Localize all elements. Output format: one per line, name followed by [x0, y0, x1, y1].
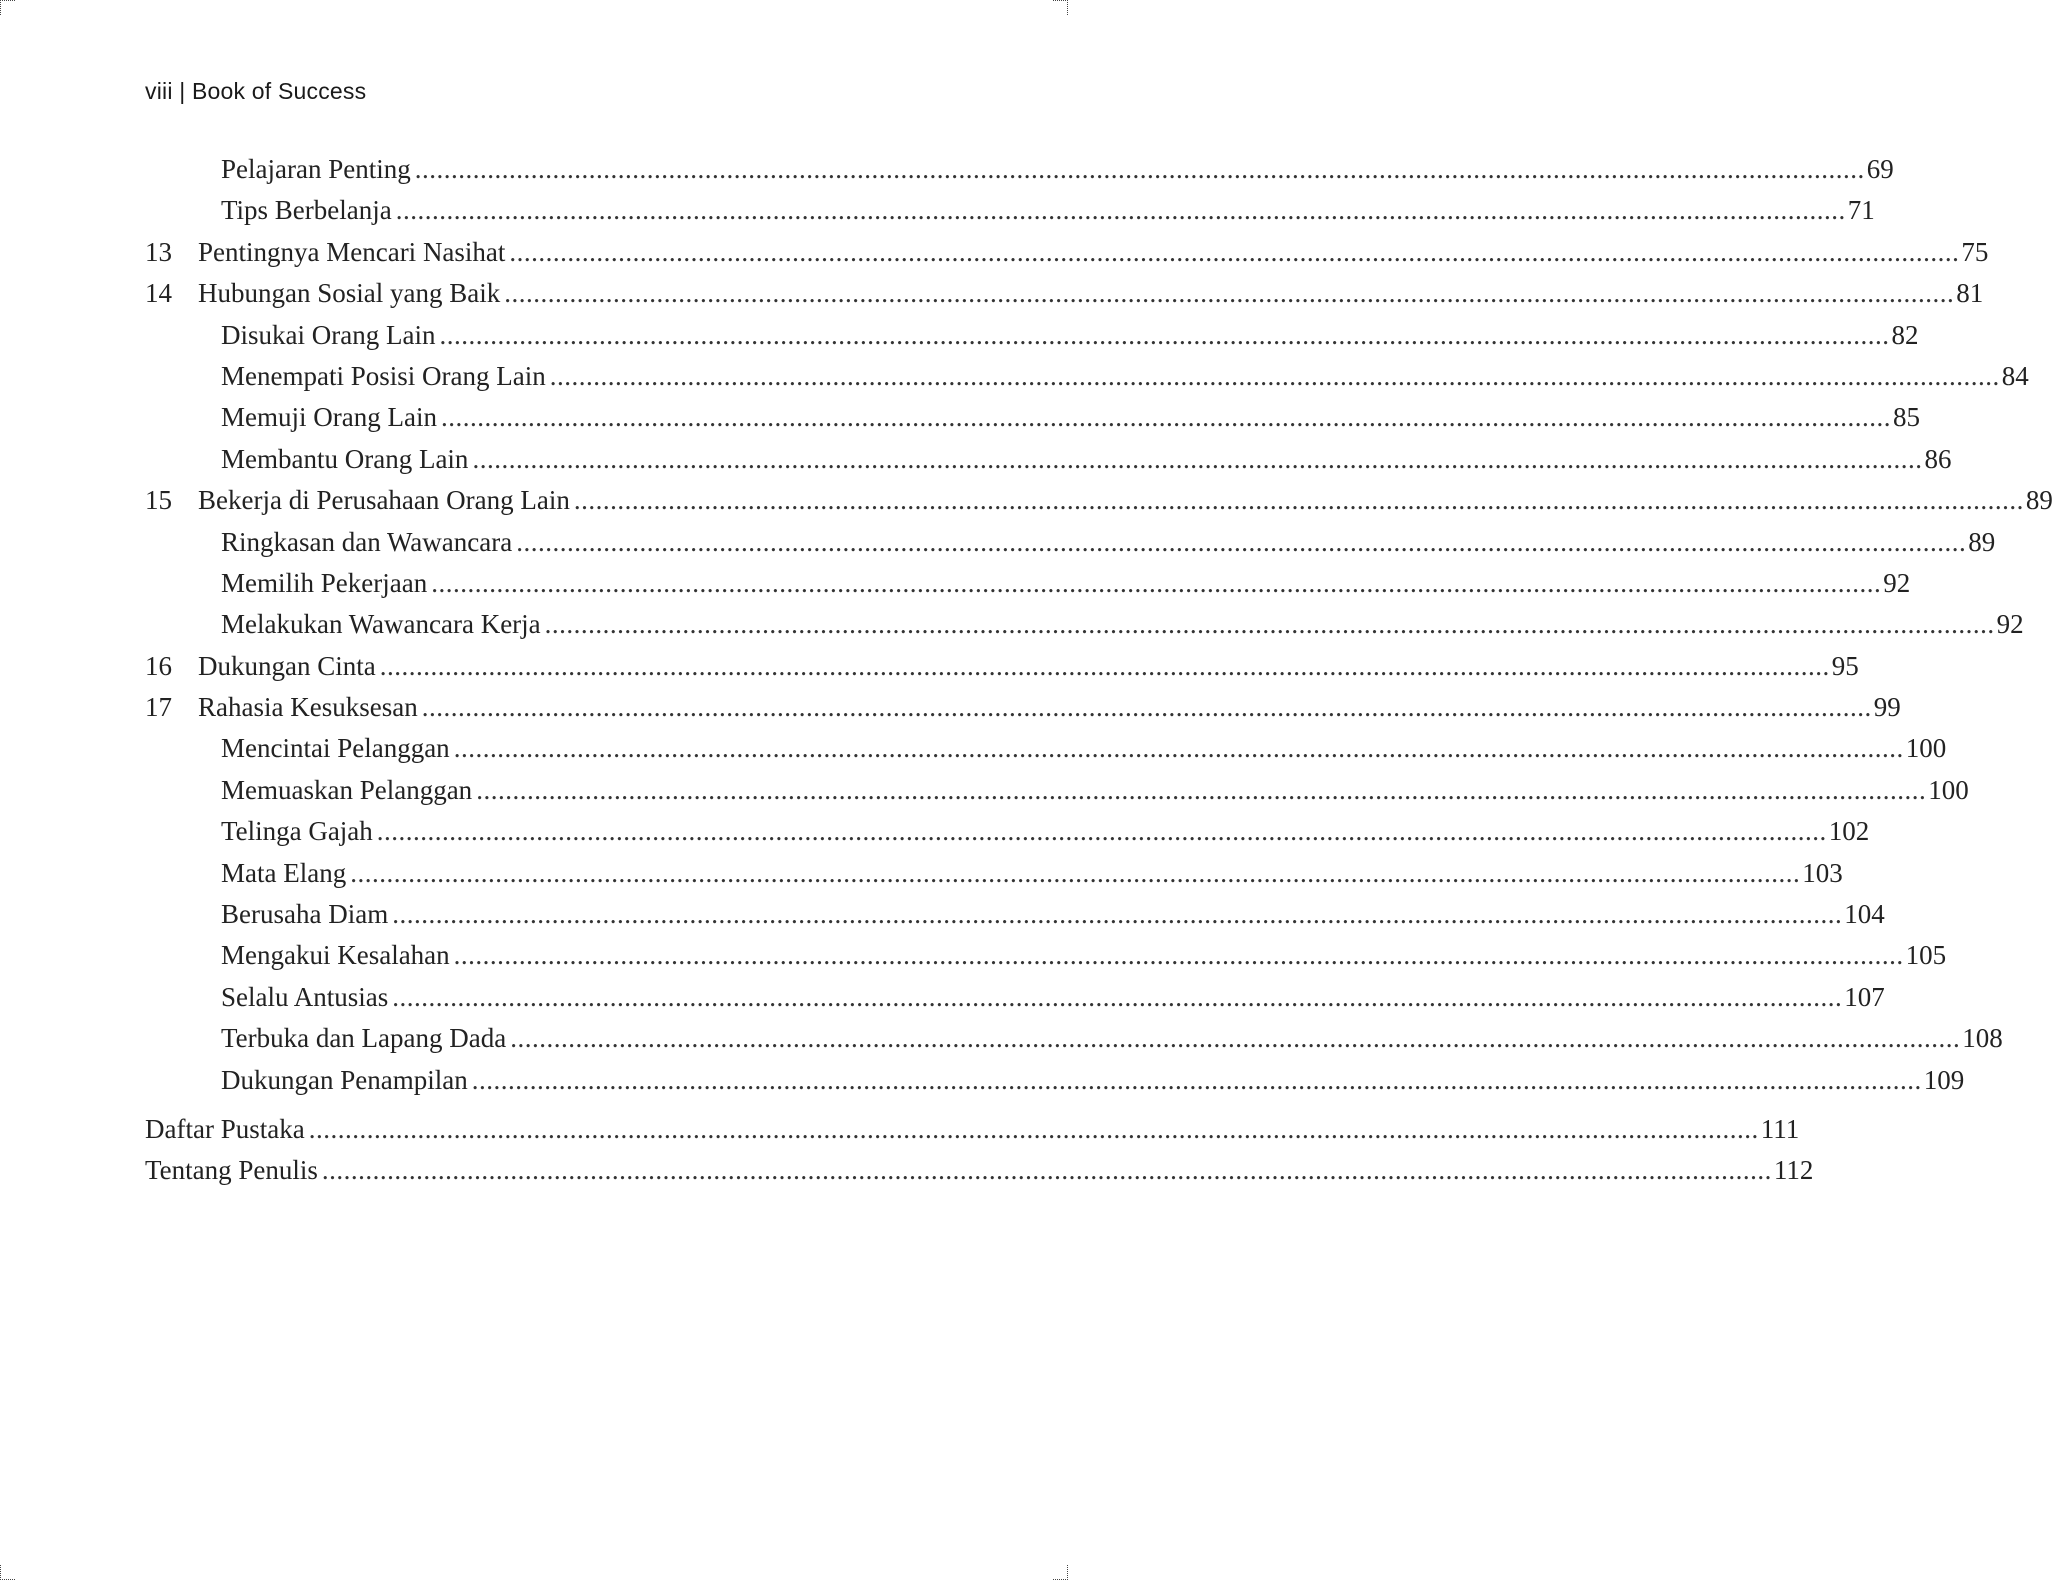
toc-entry-title: Pentingnya Mencari Nasihat [198, 232, 509, 273]
toc-chapter-number: 15 [145, 485, 172, 516]
toc-page-number: 89 [1966, 522, 1995, 563]
toc-page-number: 71 [1846, 190, 1875, 231]
toc-chapter-number: 17 [145, 692, 172, 723]
toc-entry-title: Disukai Orang Lain [221, 315, 439, 356]
dot-leader: ........................................................................................................................................................................................................ [376, 816, 1827, 847]
toc-section-entry[interactable] [145, 190, 1875, 231]
dot-leader: ........................................................................................................................................................................................................ [453, 733, 1904, 764]
toc-page-number: 111 [1759, 1109, 1800, 1150]
dot-leader: ........................................................................................................................................................................................................ [440, 402, 1891, 433]
toc-section-entry[interactable] [145, 604, 2024, 645]
toc-chapter-entry[interactable] [145, 480, 2053, 521]
toc-chapter-entry[interactable] [145, 273, 1984, 314]
dot-leader: ........................................................................................................................................................................................................ [395, 195, 1846, 226]
toc-section-entry[interactable] [145, 935, 1947, 976]
dot-leader: ........................................................................................................................................................................................................ [431, 567, 1882, 598]
toc-page-number: 82 [1889, 315, 1918, 356]
toc-section-entry[interactable] [145, 728, 1947, 769]
dot-leader: ........................................................................................................................................................................................................ [471, 1064, 1922, 1095]
dot-leader: ........................................................................................................................................................................................................ [421, 692, 1872, 723]
toc-entry-title: Melakukan Wawancara Kerja [221, 604, 545, 645]
dot-leader: ........................................................................................................................................................................................................ [476, 774, 1927, 805]
crop-mark-top-right [1053, 0, 1068, 15]
toc-chapter-entry[interactable] [145, 646, 1859, 687]
toc-page-number: 104 [1842, 894, 1885, 935]
dot-leader: ........................................................................................................................................................................................................ [544, 609, 1995, 640]
dot-leader: ........................................................................................................................................................................................................ [414, 154, 1865, 184]
toc-entry-title: Mata Elang [221, 853, 350, 894]
toc-page-number: 75 [1959, 232, 1988, 273]
toc-section-entry[interactable] [145, 770, 1969, 811]
toc-page-number: 108 [1960, 1018, 2003, 1059]
toc-section-entry[interactable] [145, 522, 1996, 563]
toc-section-entry[interactable] [145, 977, 1885, 1018]
toc-page-number: 103 [1800, 853, 1843, 894]
toc-page-number: 100 [1926, 770, 1969, 811]
toc-page-number: 85 [1891, 397, 1920, 438]
toc-page-number: 99 [1872, 687, 1901, 728]
toc-entry-title: Tips Berbelanja [221, 190, 396, 231]
toc-page-number: 92 [1995, 604, 2024, 645]
toc-entry-title: Mencintai Pelanggan [221, 728, 454, 769]
dot-leader: ........................................................................................................................................................................................................ [379, 650, 1830, 681]
dot-leader: ........................................................................................................................................................................................................ [308, 1113, 1759, 1144]
toc-entry-title: Berusaha Diam [221, 894, 392, 935]
toc-page-number: 112 [1772, 1150, 1814, 1191]
toc-entry-title: Daftar Pustaka [145, 1109, 309, 1150]
toc-backmatter-entry[interactable] [145, 1150, 1814, 1191]
crop-mark-bottom-right [1053, 1565, 1068, 1580]
toc-entry-title: Terbuka dan Lapang Dada [221, 1018, 510, 1059]
toc-entry-title: Ringkasan dan Wawancara [221, 522, 516, 563]
toc-entry-title: Memuaskan Pelanggan [221, 770, 476, 811]
toc-section-entry[interactable] [145, 356, 2029, 397]
toc-page-number: 102 [1827, 811, 1870, 852]
toc-page-number: 107 [1842, 977, 1885, 1018]
toc-entry-title: Memuji Orang Lain [221, 397, 441, 438]
table-of-contents [145, 149, 2053, 1192]
toc-entry-title: Menempati Posisi Orang Lain [221, 356, 550, 397]
toc-section-entry[interactable] [145, 894, 1885, 935]
toc-chapter-entry[interactable] [145, 687, 1901, 728]
toc-entry-title: Selalu Antusias [221, 977, 392, 1018]
toc-entry-title: Bekerja di Perusahaan Orang Lain [198, 480, 574, 521]
dot-leader: ........................................................................................................................................................................................................ [516, 526, 1967, 557]
toc-entry-title: Pelajaran Penting [221, 149, 415, 190]
toc-section-entry[interactable] [145, 1060, 1965, 1101]
dot-leader: ........................................................................................................................................................................................................ [549, 360, 2000, 391]
toc-page-number: 69 [1865, 149, 1894, 190]
toc-chapter-number: 13 [145, 236, 172, 267]
toc-entry-title: Mengakui Kesalahan [221, 935, 454, 976]
dot-leader: ........................................................................................................................................................................................................ [509, 236, 1960, 267]
toc-section-entry[interactable] [145, 563, 1911, 604]
toc-entry-title: Memilih Pekerjaan [221, 563, 431, 604]
crop-mark-bottom-left [0, 1565, 15, 1580]
dot-leader: ........................................................................................................................................................................................................ [439, 319, 1890, 350]
toc-page-number: 92 [1881, 563, 1910, 604]
toc-page-number: 84 [2000, 356, 2029, 397]
toc-section-entry[interactable] [145, 811, 1870, 852]
toc-chapter-number: 14 [145, 278, 172, 309]
toc-page-number: 95 [1830, 646, 1859, 687]
toc-entry-title: Dukungan Cinta [198, 646, 380, 687]
dot-leader: ........................................................................................................................................................................................................ [392, 899, 1843, 930]
dot-leader: ........................................................................................................................................................................................................ [504, 278, 1955, 309]
toc-entry-title: Hubungan Sosial yang Baik [198, 273, 504, 314]
toc-page-number: 105 [1904, 935, 1947, 976]
toc-entry-title: Dukungan Penampilan [221, 1060, 472, 1101]
toc-section-entry[interactable] [145, 397, 1920, 438]
toc-entry-title: Membantu Orang Lain [221, 439, 472, 480]
toc-section-entry[interactable] [145, 853, 1843, 894]
toc-chapter-number: 16 [145, 650, 172, 681]
toc-entry-title: Rahasia Kesuksesan [198, 687, 422, 728]
toc-section-entry[interactable] [145, 1018, 2003, 1059]
crop-mark-top-left [0, 0, 15, 15]
toc-section-entry[interactable] [145, 149, 1894, 190]
toc-page-number: 100 [1904, 728, 1947, 769]
toc-page-number: 109 [1922, 1060, 1965, 1101]
toc-section-entry[interactable] [145, 315, 1919, 356]
toc-page-number: 81 [1954, 273, 1983, 314]
toc-entry-title: Telinga Gajah [221, 811, 377, 852]
dot-leader: ........................................................................................................................................................................................................ [510, 1023, 1961, 1054]
toc-section-entry[interactable] [145, 439, 1952, 480]
dot-leader: ........................................................................................................................................................................................................ [321, 1155, 1772, 1186]
dot-leader: ........................................................................................................................................................................................................ [350, 857, 1801, 888]
toc-entry-title: Tentang Penulis [145, 1150, 322, 1191]
toc-backmatter-entry[interactable] [145, 1109, 1800, 1150]
toc-chapter-entry[interactable] [145, 232, 1989, 273]
toc-page-number: 86 [1922, 439, 1951, 480]
dot-leader: ........................................................................................................................................................................................................ [392, 981, 1843, 1012]
running-head: viii | Book of Success [145, 78, 367, 104]
dot-leader: ........................................................................................................................................................................................................ [573, 485, 2024, 516]
toc-gap [145, 1101, 893, 1109]
toc-page-number: 89 [2024, 480, 2053, 521]
dot-leader: ........................................................................................................................................................................................................ [453, 940, 1904, 971]
dot-leader: ........................................................................................................................................................................................................ [472, 443, 1923, 474]
